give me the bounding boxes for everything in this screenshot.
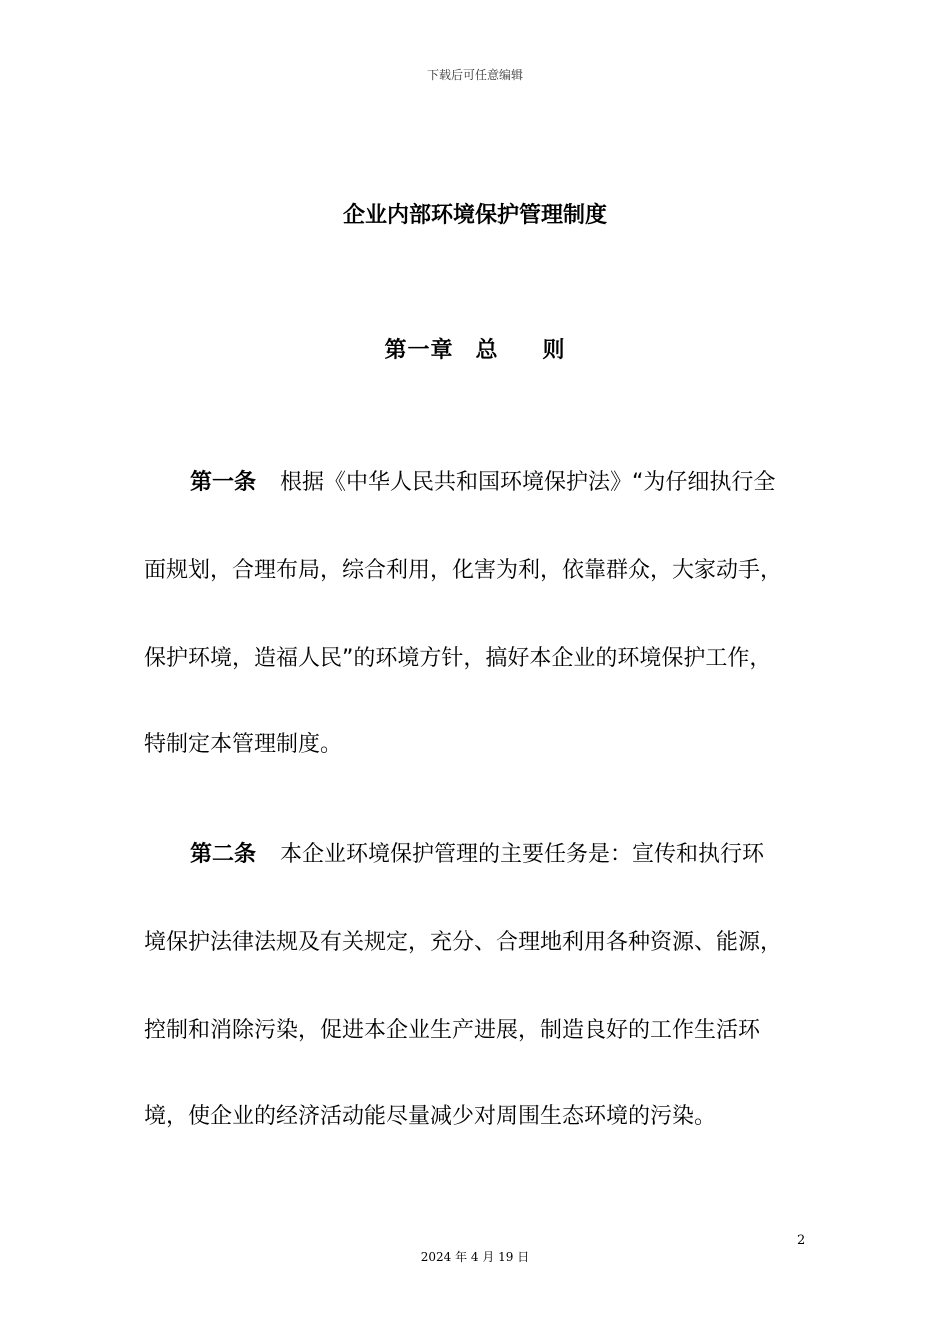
article-1-line-2: 面规划，合理布局，综合利用，化害为利，依靠群众，大家动手， (144, 558, 783, 583)
footer-date: 2024 年 4 月 19 日 (420, 1250, 530, 1264)
page-header-note: 下载后可任意编辑 (426, 68, 523, 82)
article-2-label: 第二条 (190, 842, 257, 867)
chapter-title-part2: 则 (542, 338, 566, 363)
page-number: 2 (797, 1233, 806, 1248)
chapter-title-part1: 总 (475, 338, 499, 363)
article-1-line-1 (144, 468, 775, 498)
article-2-text-1: 本企业环境保护管理的主要任务是：宣传和执行环 (280, 842, 765, 867)
article-1-label: 第一条 (190, 470, 257, 495)
article-2-line-1 (144, 840, 764, 870)
article-1-line-4: 特制定本管理制度。 (144, 732, 343, 757)
document-title: 企业内部环境保护管理制度 (342, 203, 607, 228)
article-2-line-3: 控制和消除污染，促进本企业生产进展，制造良好的工作生活环 (144, 1018, 761, 1043)
article-1-text-1: 根据《中华人民共和国环境保护法》“为仔细执行全 (280, 470, 776, 495)
article-1-line-3: 保护环境，造福人民”的环境方针，搞好本企业的环境保护工作， (144, 646, 772, 671)
article-2-line-2: 境保护法律法规及有关规定，充分、合理地利用各种资源、能源， (144, 930, 783, 955)
article-2-line-4: 境，使企业的经济活动能尽量减少对周围生态环境的污染。 (144, 1104, 717, 1129)
chapter-heading (0, 333, 950, 364)
chapter-number: 第一章 (384, 338, 454, 363)
